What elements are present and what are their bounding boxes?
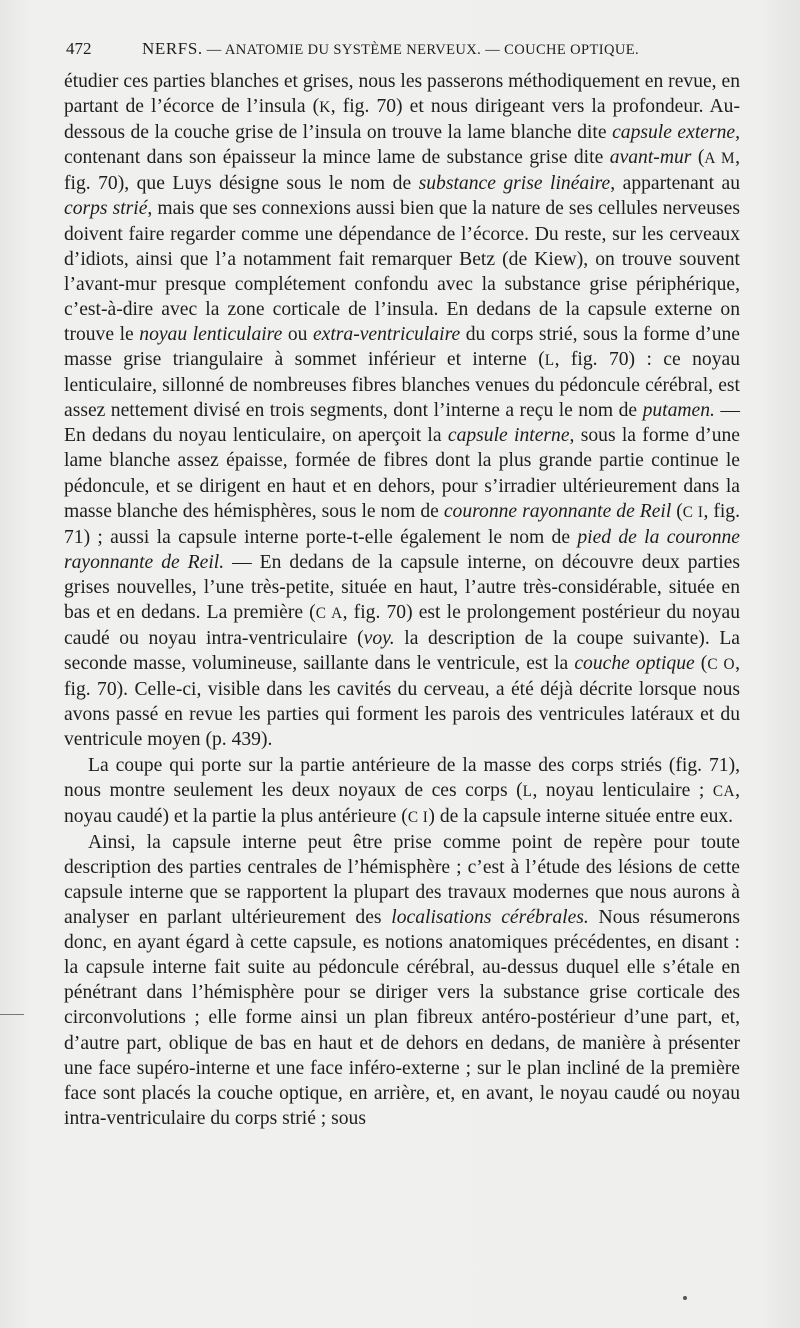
- text-run: , appartenant au: [610, 173, 740, 195]
- text-run: (: [691, 147, 705, 169]
- italic-term: couronne rayonnante de Reil: [443, 500, 672, 522]
- text-run: Ainsi, la capsule interne peut être prise comme point de repère pour toute description des parties centrales de l’hémisphère ; c’est à l’étude des lésions de cette capsule interne que se rapportent la plupart des travaux modernes que nous aurons à analyser en parlant ultérieurement des: [64, 831, 740, 929]
- figure-label: A M: [704, 150, 736, 168]
- italic-term: voy.: [363, 628, 395, 650]
- italic-term: localisations cérébrales.: [391, 907, 589, 929]
- scan-artifact-dot: [683, 1296, 687, 1300]
- text-run: la description de la coupe suivante). La seconde masse, volumineuse, saillante dans le ventricule, est la: [64, 628, 741, 675]
- text-run: , noyau lenticulaire ;: [532, 779, 713, 801]
- paragraph: [64, 830, 740, 1131]
- text-run: , noyau caudé) et la partie la plus antérieure (: [64, 779, 740, 827]
- italic-term: capsule interne: [447, 425, 570, 447]
- text-run: , mais que ses connexions aussi bien que la nature de ses cellules nerveuses doivent faire regarder comme une dépendance de l’écorce. Du reste, sur les cerveaux d’idiots, ainsi que l’a notamment fait remarquer Betz (de Kiew), on trouve souvent l’avant-mur presque complétement confondu avec la substance grise périphérique, c’est-à-dire avec la zone corticale de l’insula. En dedans de la capsule externe on trouve le: [64, 198, 740, 345]
- text-run: , sous la forme d’une lame blanche assez épaisse, formée de fibres dont la plus grande partie continue le pédoncule, et se dirigent en haut et en dehors, pour s’irradier ultérieurement dans la masse blanche des hémisphères, sous le nom de: [64, 425, 740, 522]
- text-run: ) de la capsule interne située entre eux.: [428, 805, 734, 827]
- figure-label: C I: [407, 808, 429, 826]
- figure-label: C A: [315, 604, 343, 622]
- italic-term: noyau lenticulaire: [139, 323, 283, 345]
- running-title-text: — ANATOMIE DU SYSTÈME NERVEUX. — COUCHE OPTIQUE.: [206, 42, 640, 58]
- text-run: étudier ces parties blanches et grises, nous les passerons méthodiquement en revue, en partant de l’écorce de l’insula (: [64, 71, 740, 118]
- italic-term: pied de la couronne rayonnante de Reil.: [64, 526, 740, 573]
- text-run: , fig. 70) et nous dirigeant vers la profondeur. Au-dessous de la couche grise de l’insula on trouve la lame blanche dite: [64, 96, 740, 144]
- running-title: [142, 37, 639, 62]
- italic-term: putamen.: [642, 400, 715, 422]
- text-run: , fig. 70). Celle-ci, visible dans les cavités du cerveau, a été déjà décrite lorsque nous avons passé en revue les parties qui forment les parois des ventricules latéraux et du ventricule moyen (p. 439).: [64, 653, 740, 751]
- figure-label: CA: [712, 782, 736, 800]
- paragraph: [64, 69, 740, 753]
- running-header: [66, 37, 742, 61]
- italic-term: avant-mur: [609, 147, 692, 169]
- paragraph: [64, 753, 740, 830]
- body-text: [64, 69, 740, 1131]
- italic-term: substance grise linéaire: [418, 173, 611, 195]
- text-run: (: [671, 500, 683, 522]
- text-run: — En dedans de la capsule interne, on découvre deux parties grises nouvelles, l’une très-petite, située en haut, l’autre très-considérable, située en bas et en dedans. La première (: [64, 551, 740, 623]
- text-run: , fig. 71) ; aussi la capsule interne porte-t-elle également le nom de: [64, 500, 740, 548]
- text-run: ou: [282, 323, 313, 345]
- text-run: du corps strié, sous la forme d’une masse grise triangulaire à sommet inférieur et interne (: [64, 323, 740, 371]
- italic-term: corps strié: [64, 198, 148, 220]
- figure-label: L: [544, 352, 555, 370]
- text-run: — En dedans du noyau lenticulaire, on aperçoit la: [64, 400, 741, 447]
- italic-term: couche optique: [574, 653, 695, 675]
- text-run: , fig. 70) est le prolongement postérieur du noyau caudé ou noyau intra-ventriculaire (: [64, 601, 740, 650]
- figure-label: C I: [682, 503, 704, 521]
- text-run: , fig. 70), que Luys désigne sous le nom de: [64, 147, 740, 195]
- figure-label: L: [522, 782, 533, 800]
- figure-label: K: [319, 99, 331, 117]
- italic-term: capsule externe,: [612, 122, 740, 144]
- text-run: La coupe qui porte sur la partie antérieure de la masse des corps striés (fig. 71), nous montre seulement les deux noyaux de ces corps (: [64, 754, 740, 801]
- text-run: contenant dans son épaisseur la mince lame de substance grise dite: [64, 147, 610, 169]
- page-number: 472: [66, 39, 92, 58]
- italic-term: extra-ventriculaire: [312, 323, 461, 345]
- text-run: , fig. 70) : ce noyau lenticulaire, sillonné de nombreuses fibres blanches venues du pédoncule cérébral, est assez nettement divisé en trois segments, dont l’interne a reçu le nom de: [64, 349, 740, 422]
- section-name: NERFS.: [142, 39, 203, 58]
- figure-label: C O: [707, 656, 736, 674]
- scan-artifact-line: [0, 1014, 24, 1015]
- text-run: (: [694, 653, 708, 675]
- text-run: Nous résumerons donc, en ayant égard à cette capsule, es notions anatomiques précédentes, en disant : la capsule interne fait suite au pédoncule cérébral, au-dessus duquel elle s’étale en pénétrant dans l’hémisphère pour se diriger vers la substance grise corticale des circonvolutions ; elle forme ainsi un plan fibreux antéro-postérieur d’une part, et, d’autre part, oblique de bas en haut et de dehors en dedans, de manière à présenter une face supéro-interne et une face inféro-externe ; sur le plan incliné de la première face sont placés la couche optique, en arrière, et, en avant, le noyau caudé ou noyau intra-ventriculaire du corps strié ; sous: [64, 907, 740, 1129]
